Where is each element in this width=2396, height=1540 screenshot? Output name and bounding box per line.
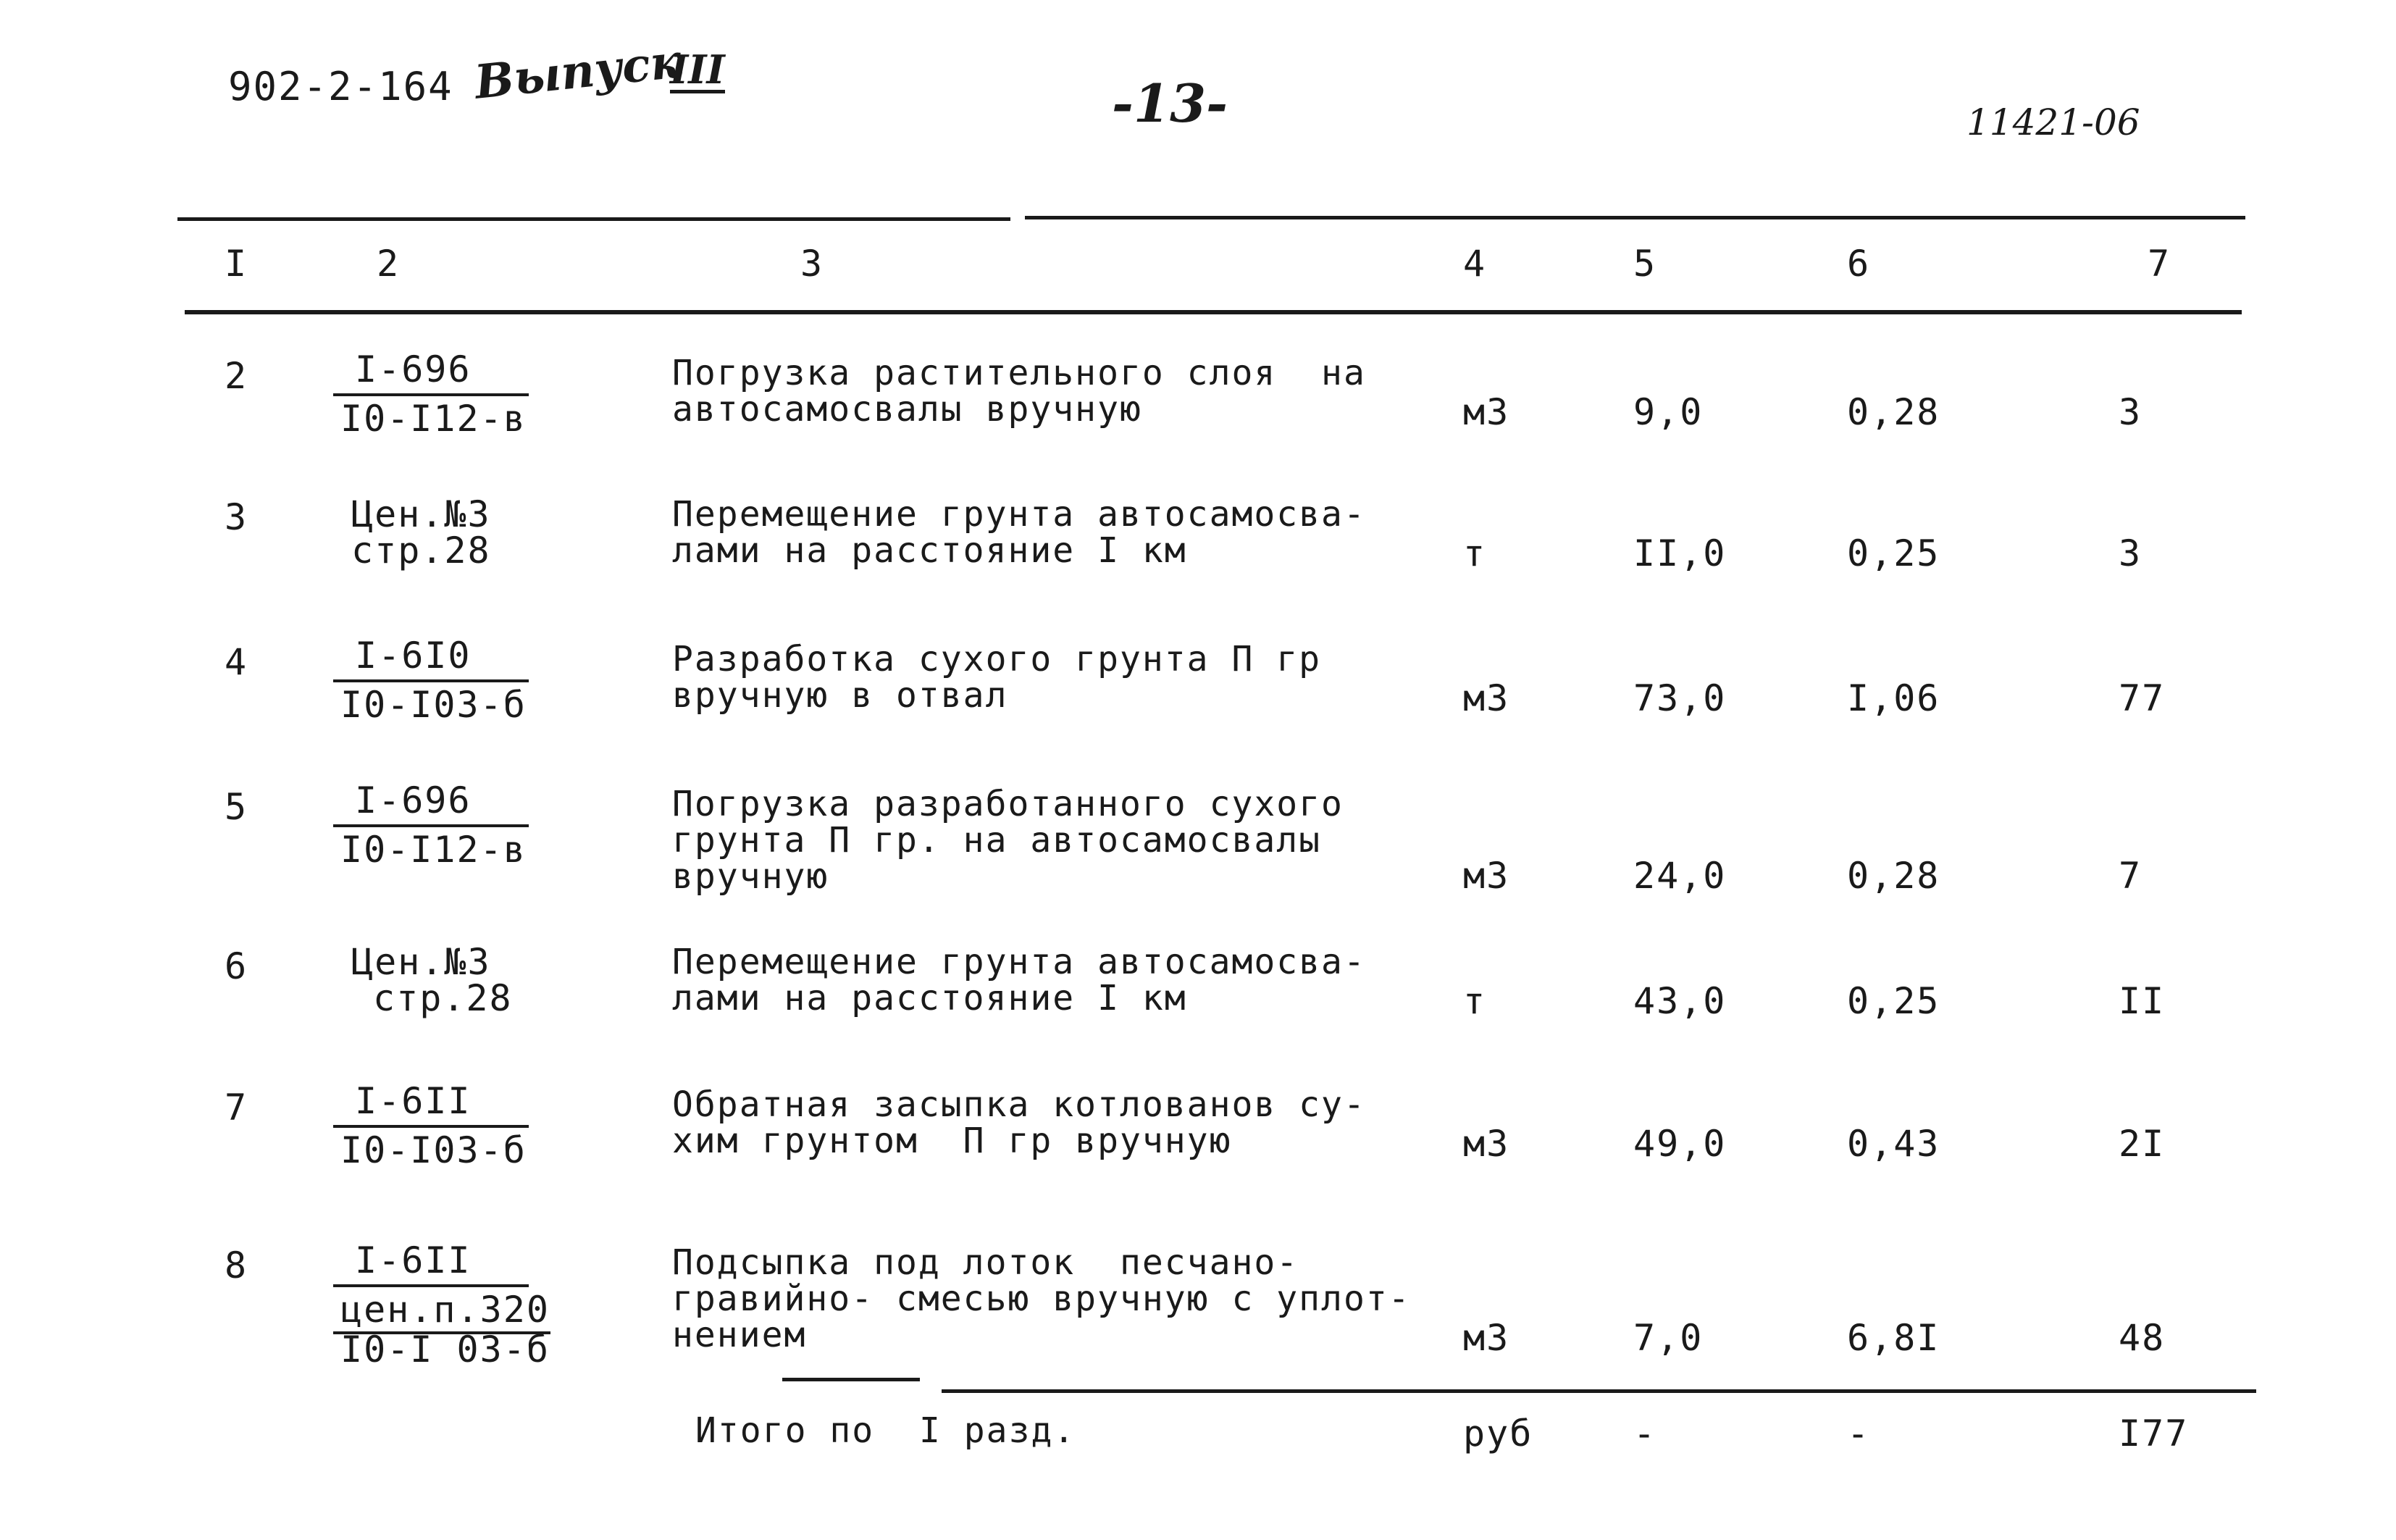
summary-total: I77 xyxy=(2119,1413,2189,1455)
price-catalog-ref: Цен.№3 xyxy=(351,941,491,983)
unit-price: 0,25 xyxy=(1847,532,1940,574)
summary-label: Итого по I разд. xyxy=(695,1410,1076,1451)
summary-price: - xyxy=(1847,1413,1871,1455)
unit-price: 0,28 xyxy=(1847,855,1940,897)
norm-subcode: I0-I12-в xyxy=(340,398,527,440)
total: 7 xyxy=(2119,855,2142,897)
column-header-7: 7 xyxy=(2148,243,2171,285)
total: 77 xyxy=(2119,677,2166,719)
quantity: 49,0 xyxy=(1633,1123,1727,1165)
row-number: 5 xyxy=(225,786,248,828)
summary-unit: руб xyxy=(1463,1413,1533,1455)
quantity: 73,0 xyxy=(1633,677,1727,719)
norm-subcode: I0-I03-б xyxy=(340,1129,527,1171)
column-header-4: 4 xyxy=(1463,243,1487,285)
price-catalog-item: цен.п.320 xyxy=(340,1289,550,1331)
norm-code: I-696 xyxy=(355,348,472,390)
total: 3 xyxy=(2119,532,2142,574)
price-catalog-page: стр.28 xyxy=(373,977,513,1019)
quantity: 24,0 xyxy=(1633,855,1727,897)
column-header-6: 6 xyxy=(1847,243,1871,285)
work-description: Перемещение грунта автосамосва- лами на расстояние I км xyxy=(672,494,1366,571)
row-number: 6 xyxy=(225,945,248,987)
unit-price: 0,43 xyxy=(1847,1123,1940,1165)
row-number: 3 xyxy=(225,496,248,538)
issue-label: Выпуск xyxy=(472,34,684,110)
row-number: 8 xyxy=(225,1244,248,1286)
price-catalog-ref: Цен.№3 xyxy=(351,493,491,535)
total: 2I xyxy=(2119,1123,2166,1165)
issue-number: III xyxy=(670,46,725,93)
unit-price: 0,25 xyxy=(1847,980,1940,1022)
column-header-5: 5 xyxy=(1633,243,1657,285)
column-header-1: I xyxy=(225,243,248,285)
norm-code: I-6I0 xyxy=(355,635,472,677)
inventory-number: 11421-06 xyxy=(1966,101,2140,143)
work-description: Разработка сухого грунта П гр вручную в отвал xyxy=(672,639,1322,716)
work-description: Обратная засыпка котлованов су- хим грунтом П гр вручную xyxy=(672,1084,1366,1161)
quantity: 9,0 xyxy=(1633,391,1704,433)
unit: т xyxy=(1463,980,1487,1022)
quantity: 7,0 xyxy=(1633,1317,1704,1359)
row-number: 4 xyxy=(225,641,248,683)
summary-quantity: - xyxy=(1633,1413,1657,1455)
column-header-2: 2 xyxy=(377,243,401,285)
work-description: Подсыпка под лоток песчано- гравийно- смесью вручную с уплот- нением xyxy=(672,1242,1411,1355)
page-number: -13- xyxy=(1112,72,1228,134)
table-top-rule-left xyxy=(177,217,1010,221)
table-header-rule xyxy=(185,310,2242,314)
unit: т xyxy=(1463,532,1487,574)
unit: м3 xyxy=(1463,677,1510,719)
document-code: 902-2-164 xyxy=(228,64,453,109)
fraction-bar xyxy=(333,824,529,827)
fraction-bar xyxy=(333,393,529,396)
unit: м3 xyxy=(1463,1317,1510,1359)
fraction-bar xyxy=(333,1284,529,1287)
unit: м3 xyxy=(1463,1123,1510,1165)
norm-code: I-6II xyxy=(355,1239,472,1281)
norm-code: I-6II xyxy=(355,1080,472,1122)
unit: м3 xyxy=(1463,855,1510,897)
summary-rule-left xyxy=(782,1378,920,1381)
total: 3 xyxy=(2119,391,2142,433)
summary-rule-right xyxy=(942,1389,2256,1393)
row-number: 7 xyxy=(225,1087,248,1129)
norm-subcode: I0-I 03-б xyxy=(340,1328,550,1370)
unit-price: I,06 xyxy=(1847,677,1940,719)
norm-subcode: I0-I03-б xyxy=(340,684,527,726)
norm-subcode: I0-I12-в xyxy=(340,829,527,871)
norm-code: I-696 xyxy=(355,779,472,821)
quantity: 43,0 xyxy=(1633,980,1727,1022)
unit-price: 0,28 xyxy=(1847,391,1940,433)
total: II xyxy=(2119,980,2166,1022)
work-description: Погрузка разработанного сухого грунта П гр. на автосамосвалы вручную xyxy=(672,784,1344,897)
work-description: Перемещение грунта автосамосва- лами на расстояние I км xyxy=(672,942,1366,1018)
fraction-bar xyxy=(333,1125,529,1128)
unit: м3 xyxy=(1463,391,1510,433)
column-header-3: 3 xyxy=(800,243,824,285)
fraction-bar xyxy=(333,679,529,682)
unit-price: 6,8I xyxy=(1847,1317,1940,1359)
table-top-rule-right xyxy=(1025,216,2245,219)
row-number: 2 xyxy=(225,355,248,397)
work-description: Погрузка растительного слоя на автосамосвалы вручную xyxy=(672,353,1366,430)
total: 48 xyxy=(2119,1317,2166,1359)
price-catalog-page: стр.28 xyxy=(351,530,491,572)
quantity: II,0 xyxy=(1633,532,1727,574)
